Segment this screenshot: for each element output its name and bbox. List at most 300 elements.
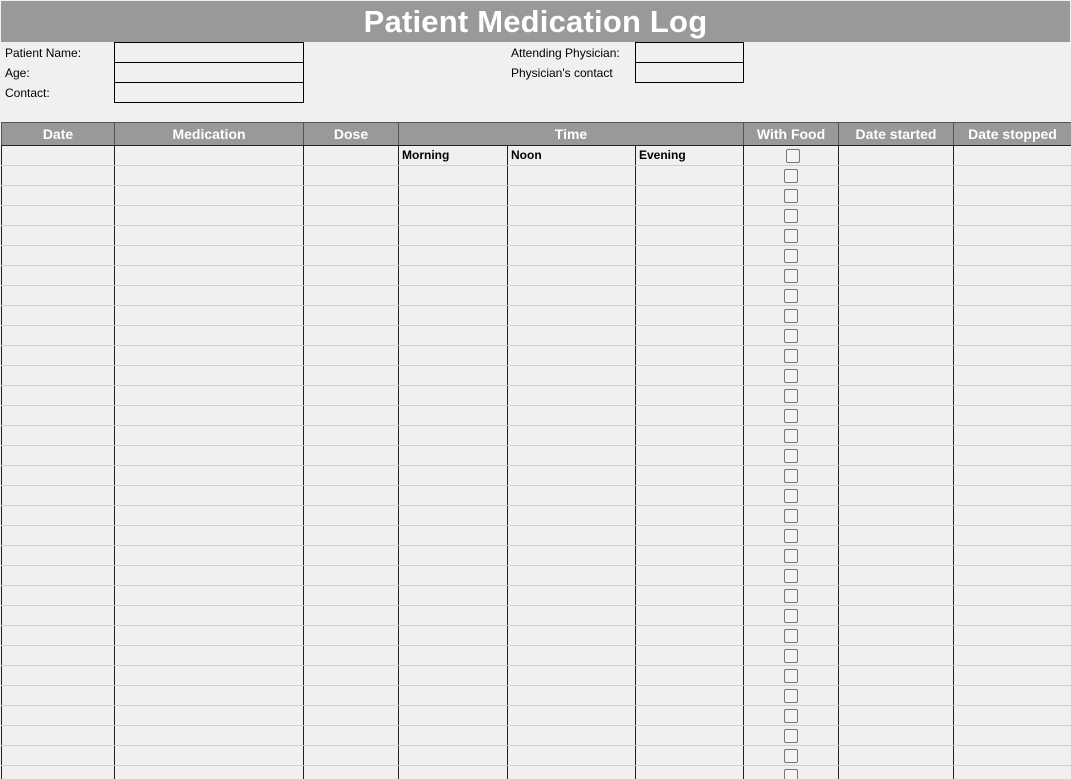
time-evening-cell[interactable] bbox=[636, 466, 744, 486]
time-evening-cell[interactable] bbox=[636, 326, 744, 346]
dose-cell[interactable] bbox=[304, 566, 399, 586]
medication-cell[interactable] bbox=[115, 226, 304, 246]
time-evening-cell[interactable] bbox=[636, 286, 744, 306]
medication-cell[interactable] bbox=[115, 606, 304, 626]
time-morning-cell[interactable] bbox=[399, 346, 508, 366]
dose-cell[interactable] bbox=[304, 526, 399, 546]
table-row bbox=[2, 706, 1071, 726]
with-food-checkbox[interactable] bbox=[784, 569, 798, 583]
date-started-cell[interactable] bbox=[839, 526, 954, 546]
with-food-cell bbox=[744, 626, 839, 646]
date-stopped-cell[interactable] bbox=[954, 486, 1071, 506]
date-cell[interactable] bbox=[2, 686, 115, 706]
date-stopped-cell[interactable] bbox=[954, 426, 1071, 446]
time-morning-cell[interactable] bbox=[399, 446, 508, 466]
with-food-checkbox[interactable] bbox=[784, 749, 798, 763]
time-evening-cell[interactable] bbox=[636, 306, 744, 326]
time-noon-cell[interactable] bbox=[508, 466, 636, 486]
date-started-cell[interactable] bbox=[839, 226, 954, 246]
date-started-cell[interactable] bbox=[839, 186, 954, 206]
date-stopped-cell[interactable] bbox=[954, 406, 1071, 426]
time-noon-cell[interactable] bbox=[508, 746, 636, 766]
with-food-checkbox[interactable] bbox=[784, 709, 798, 723]
time-noon-cell[interactable] bbox=[508, 526, 636, 546]
date-cell[interactable] bbox=[2, 266, 115, 286]
date-cell[interactable] bbox=[2, 726, 115, 746]
time-noon-cell[interactable] bbox=[508, 186, 636, 206]
medication-cell[interactable] bbox=[115, 246, 304, 266]
medication-cell[interactable] bbox=[115, 446, 304, 466]
contact-field[interactable] bbox=[114, 82, 304, 103]
with-food-checkbox[interactable] bbox=[784, 369, 798, 383]
time-evening-cell[interactable] bbox=[636, 646, 744, 666]
date-cell[interactable] bbox=[2, 586, 115, 606]
date-cell[interactable] bbox=[2, 326, 115, 346]
with-food-checkbox[interactable] bbox=[784, 769, 798, 779]
date-started-cell[interactable] bbox=[839, 466, 954, 486]
dose-cell[interactable] bbox=[304, 346, 399, 366]
date-started-cell[interactable] bbox=[839, 726, 954, 746]
date-cell[interactable] bbox=[2, 626, 115, 646]
dose-cell[interactable] bbox=[304, 166, 399, 186]
time-evening-cell[interactable] bbox=[636, 366, 744, 386]
time-evening-cell[interactable] bbox=[636, 746, 744, 766]
with-food-checkbox[interactable] bbox=[784, 589, 798, 603]
time-morning-cell[interactable] bbox=[399, 606, 508, 626]
medication-cell[interactable] bbox=[115, 286, 304, 306]
date-started-cell[interactable] bbox=[839, 746, 954, 766]
date-started-cell[interactable] bbox=[839, 246, 954, 266]
date-cell[interactable] bbox=[2, 366, 115, 386]
time-noon-cell[interactable] bbox=[508, 346, 636, 366]
time-evening-cell[interactable] bbox=[636, 346, 744, 366]
time-evening-cell[interactable] bbox=[636, 546, 744, 566]
time-noon-cell[interactable] bbox=[508, 246, 636, 266]
dose-cell[interactable] bbox=[304, 746, 399, 766]
time-evening-cell[interactable] bbox=[636, 766, 744, 779]
date-stopped-cell[interactable] bbox=[954, 306, 1071, 326]
date-started-cell[interactable] bbox=[839, 306, 954, 326]
time-morning-cell[interactable] bbox=[399, 186, 508, 206]
date-started-cell[interactable] bbox=[839, 366, 954, 386]
time-noon-cell[interactable] bbox=[508, 226, 636, 246]
time-noon-cell[interactable] bbox=[508, 626, 636, 646]
time-morning-cell[interactable] bbox=[399, 746, 508, 766]
dose-cell[interactable] bbox=[304, 186, 399, 206]
date-cell[interactable] bbox=[2, 566, 115, 586]
dose-cell[interactable] bbox=[304, 246, 399, 266]
with-food-checkbox[interactable] bbox=[784, 469, 798, 483]
with-food-checkbox[interactable] bbox=[784, 269, 798, 283]
with-food-checkbox[interactable] bbox=[784, 449, 798, 463]
date-cell[interactable] bbox=[2, 186, 115, 206]
time-morning-cell[interactable] bbox=[399, 546, 508, 566]
dose-cell[interactable] bbox=[304, 306, 399, 326]
date-cell[interactable] bbox=[2, 146, 115, 166]
table-row bbox=[2, 486, 1071, 506]
time-noon-cell[interactable] bbox=[508, 706, 636, 726]
time-noon-cell[interactable] bbox=[508, 546, 636, 566]
dose-cell[interactable] bbox=[304, 146, 399, 166]
medication-cell[interactable] bbox=[115, 166, 304, 186]
date-stopped-cell[interactable] bbox=[954, 666, 1071, 686]
date-stopped-cell[interactable] bbox=[954, 366, 1071, 386]
medication-cell[interactable] bbox=[115, 206, 304, 226]
date-cell[interactable] bbox=[2, 706, 115, 726]
time-morning-cell[interactable] bbox=[399, 266, 508, 286]
time-noon-cell[interactable] bbox=[508, 566, 636, 586]
date-started-cell[interactable] bbox=[839, 346, 954, 366]
dose-cell[interactable] bbox=[304, 226, 399, 246]
date-started-cell[interactable] bbox=[839, 166, 954, 186]
time-morning-cell[interactable] bbox=[399, 406, 508, 426]
medication-cell[interactable] bbox=[115, 726, 304, 746]
date-stopped-cell[interactable] bbox=[954, 706, 1071, 726]
physician-contact-field[interactable] bbox=[635, 62, 744, 83]
medication-cell[interactable] bbox=[115, 706, 304, 726]
dose-cell[interactable] bbox=[304, 286, 399, 306]
with-food-checkbox[interactable] bbox=[784, 549, 798, 563]
with-food-checkbox[interactable] bbox=[784, 689, 798, 703]
date-started-cell[interactable] bbox=[839, 326, 954, 346]
dose-cell[interactable] bbox=[304, 386, 399, 406]
date-cell[interactable] bbox=[2, 546, 115, 566]
with-food-checkbox[interactable] bbox=[784, 249, 798, 263]
medication-cell[interactable] bbox=[115, 506, 304, 526]
date-stopped-cell[interactable] bbox=[954, 726, 1071, 746]
time-morning-cell[interactable] bbox=[399, 426, 508, 446]
medication-cell[interactable] bbox=[115, 686, 304, 706]
dose-cell[interactable] bbox=[304, 266, 399, 286]
dose-cell[interactable] bbox=[304, 466, 399, 486]
with-food-checkbox[interactable] bbox=[784, 409, 798, 423]
time-evening-cell[interactable] bbox=[636, 726, 744, 746]
date-stopped-cell[interactable] bbox=[954, 466, 1071, 486]
date-cell[interactable] bbox=[2, 666, 115, 686]
time-morning-cell[interactable] bbox=[399, 166, 508, 186]
with-food-checkbox[interactable] bbox=[784, 669, 798, 683]
medication-cell[interactable] bbox=[115, 146, 304, 166]
dose-cell[interactable] bbox=[304, 546, 399, 566]
date-started-cell[interactable] bbox=[839, 146, 954, 166]
with-food-checkbox[interactable] bbox=[786, 149, 800, 163]
time-morning-cell[interactable] bbox=[399, 686, 508, 706]
time-evening-cell[interactable] bbox=[636, 246, 744, 266]
table-row bbox=[2, 606, 1071, 626]
date-started-cell[interactable] bbox=[839, 586, 954, 606]
dose-cell[interactable] bbox=[304, 666, 399, 686]
time-evening-cell[interactable] bbox=[636, 626, 744, 646]
date-cell[interactable] bbox=[2, 746, 115, 766]
date-started-cell[interactable] bbox=[839, 426, 954, 446]
medication-cell[interactable] bbox=[115, 326, 304, 346]
time-morning-cell[interactable] bbox=[399, 626, 508, 646]
medication-cell[interactable] bbox=[115, 626, 304, 646]
time-morning-cell[interactable] bbox=[399, 386, 508, 406]
date-cell[interactable] bbox=[2, 346, 115, 366]
time-noon-cell[interactable] bbox=[508, 506, 636, 526]
time-evening-cell[interactable] bbox=[636, 586, 744, 606]
time-evening-cell[interactable] bbox=[636, 406, 744, 426]
date-stopped-cell[interactable] bbox=[954, 286, 1071, 306]
date-stopped-cell[interactable] bbox=[954, 766, 1071, 779]
time-noon-cell[interactable] bbox=[508, 326, 636, 346]
with-food-checkbox[interactable] bbox=[784, 529, 798, 543]
time-morning-cell[interactable] bbox=[399, 466, 508, 486]
date-started-cell[interactable] bbox=[839, 406, 954, 426]
dose-cell[interactable] bbox=[304, 486, 399, 506]
dose-cell[interactable] bbox=[304, 626, 399, 646]
time-morning-cell[interactable] bbox=[399, 366, 508, 386]
date-cell[interactable] bbox=[2, 646, 115, 666]
time-morning-cell[interactable] bbox=[399, 766, 508, 779]
date-started-cell[interactable] bbox=[839, 666, 954, 686]
date-started-cell[interactable] bbox=[839, 546, 954, 566]
time-noon-cell[interactable] bbox=[508, 406, 636, 426]
date-stopped-cell[interactable] bbox=[954, 626, 1071, 646]
with-food-checkbox[interactable] bbox=[784, 629, 798, 643]
date-cell[interactable] bbox=[2, 386, 115, 406]
table-row bbox=[2, 326, 1071, 346]
dose-cell[interactable] bbox=[304, 426, 399, 446]
table-row bbox=[2, 506, 1071, 526]
dose-cell[interactable] bbox=[304, 726, 399, 746]
date-stopped-cell[interactable] bbox=[954, 546, 1071, 566]
date-cell[interactable] bbox=[2, 606, 115, 626]
time-noon-cell[interactable] bbox=[508, 166, 636, 186]
medication-cell[interactable] bbox=[115, 666, 304, 686]
dose-cell[interactable] bbox=[304, 606, 399, 626]
table-row bbox=[2, 566, 1071, 586]
medication-cell[interactable] bbox=[115, 426, 304, 446]
medication-cell[interactable] bbox=[115, 566, 304, 586]
date-cell[interactable] bbox=[2, 426, 115, 446]
medication-cell[interactable] bbox=[115, 386, 304, 406]
date-stopped-cell[interactable] bbox=[954, 246, 1071, 266]
time-morning-cell[interactable] bbox=[399, 526, 508, 546]
date-started-cell[interactable] bbox=[839, 606, 954, 626]
date-stopped-cell[interactable] bbox=[954, 586, 1071, 606]
date-started-cell[interactable] bbox=[839, 486, 954, 506]
time-evening-cell[interactable] bbox=[636, 506, 744, 526]
with-food-checkbox[interactable] bbox=[784, 729, 798, 743]
time-morning-cell[interactable] bbox=[399, 246, 508, 266]
with-food-checkbox[interactable] bbox=[784, 329, 798, 343]
medication-cell[interactable] bbox=[115, 346, 304, 366]
dose-cell[interactable] bbox=[304, 646, 399, 666]
date-cell[interactable] bbox=[2, 226, 115, 246]
with-food-checkbox[interactable] bbox=[784, 209, 798, 223]
time-noon-cell[interactable] bbox=[508, 726, 636, 746]
date-stopped-cell[interactable] bbox=[954, 606, 1071, 626]
date-stopped-cell[interactable] bbox=[954, 346, 1071, 366]
date-started-cell[interactable] bbox=[839, 766, 954, 779]
time-morning-cell[interactable] bbox=[399, 506, 508, 526]
medication-cell[interactable] bbox=[115, 486, 304, 506]
date-stopped-cell[interactable] bbox=[954, 686, 1071, 706]
date-started-cell[interactable] bbox=[839, 506, 954, 526]
time-morning-cell[interactable] bbox=[399, 726, 508, 746]
date-cell[interactable] bbox=[2, 406, 115, 426]
dose-cell[interactable] bbox=[304, 506, 399, 526]
time-evening-cell[interactable] bbox=[636, 486, 744, 506]
time-noon-cell[interactable] bbox=[508, 766, 636, 779]
with-food-checkbox[interactable] bbox=[784, 289, 798, 303]
date-stopped-cell[interactable] bbox=[954, 746, 1071, 766]
dose-cell[interactable] bbox=[304, 206, 399, 226]
time-evening-cell[interactable] bbox=[636, 666, 744, 686]
medication-cell[interactable] bbox=[115, 186, 304, 206]
time-morning-cell[interactable] bbox=[399, 706, 508, 726]
date-started-cell[interactable] bbox=[839, 626, 954, 646]
dose-cell[interactable] bbox=[304, 706, 399, 726]
date-cell[interactable] bbox=[2, 166, 115, 186]
time-noon-cell[interactable] bbox=[508, 426, 636, 446]
time-evening-cell[interactable] bbox=[636, 526, 744, 546]
time-morning-cell[interactable] bbox=[399, 486, 508, 506]
time-morning-cell[interactable] bbox=[399, 586, 508, 606]
date-started-cell[interactable] bbox=[839, 706, 954, 726]
medication-cell[interactable] bbox=[115, 526, 304, 546]
time-evening-cell[interactable] bbox=[636, 186, 744, 206]
time-evening-cell[interactable] bbox=[636, 166, 744, 186]
time-noon-cell[interactable] bbox=[508, 446, 636, 466]
time-evening-cell[interactable] bbox=[636, 206, 744, 226]
time-evening-cell[interactable] bbox=[636, 686, 744, 706]
with-food-cell bbox=[744, 486, 839, 506]
with-food-checkbox[interactable] bbox=[784, 609, 798, 623]
dose-cell[interactable] bbox=[304, 406, 399, 426]
date-stopped-cell[interactable] bbox=[954, 646, 1071, 666]
time-evening-cell[interactable] bbox=[636, 386, 744, 406]
date-cell[interactable] bbox=[2, 486, 115, 506]
time-noon-cell[interactable] bbox=[508, 286, 636, 306]
medication-cell[interactable] bbox=[115, 406, 304, 426]
patient-name-field[interactable] bbox=[114, 42, 304, 63]
time-noon-cell[interactable] bbox=[508, 306, 636, 326]
date-cell[interactable] bbox=[2, 766, 115, 779]
with-food-checkbox[interactable] bbox=[784, 649, 798, 663]
medication-cell[interactable] bbox=[115, 366, 304, 386]
date-stopped-cell[interactable] bbox=[954, 566, 1071, 586]
with-food-checkbox[interactable] bbox=[784, 169, 798, 183]
date-stopped-cell[interactable] bbox=[954, 166, 1071, 186]
date-started-cell[interactable] bbox=[839, 266, 954, 286]
dose-cell[interactable] bbox=[304, 586, 399, 606]
date-started-cell[interactable] bbox=[839, 566, 954, 586]
time-morning-cell[interactable] bbox=[399, 206, 508, 226]
time-morning-cell[interactable] bbox=[399, 286, 508, 306]
medication-cell[interactable] bbox=[115, 766, 304, 779]
date-cell[interactable] bbox=[2, 446, 115, 466]
with-food-checkbox[interactable] bbox=[784, 389, 798, 403]
time-evening-cell[interactable] bbox=[636, 606, 744, 626]
date-started-cell[interactable] bbox=[839, 206, 954, 226]
date-stopped-cell[interactable] bbox=[954, 186, 1071, 206]
time-evening-cell[interactable] bbox=[636, 226, 744, 246]
attending-physician-field[interactable] bbox=[635, 42, 744, 63]
date-started-cell[interactable] bbox=[839, 386, 954, 406]
date-cell[interactable] bbox=[2, 206, 115, 226]
date-started-cell[interactable] bbox=[839, 646, 954, 666]
date-stopped-cell[interactable] bbox=[954, 446, 1071, 466]
time-evening-cell[interactable] bbox=[636, 566, 744, 586]
time-noon-cell[interactable] bbox=[508, 486, 636, 506]
time-evening-cell[interactable] bbox=[636, 426, 744, 446]
date-stopped-cell[interactable] bbox=[954, 526, 1071, 546]
time-noon-cell[interactable] bbox=[508, 686, 636, 706]
time-noon-cell[interactable] bbox=[508, 606, 636, 626]
time-morning-cell[interactable] bbox=[399, 226, 508, 246]
medication-cell[interactable] bbox=[115, 466, 304, 486]
time-noon-cell[interactable] bbox=[508, 386, 636, 406]
medication-cell[interactable] bbox=[115, 306, 304, 326]
medication-cell[interactable] bbox=[115, 746, 304, 766]
date-cell[interactable] bbox=[2, 286, 115, 306]
with-food-checkbox[interactable] bbox=[784, 509, 798, 523]
with-food-checkbox[interactable] bbox=[784, 429, 798, 443]
time-noon-cell[interactable] bbox=[508, 206, 636, 226]
date-cell[interactable] bbox=[2, 526, 115, 546]
time-noon-cell[interactable] bbox=[508, 366, 636, 386]
time-morning-cell[interactable] bbox=[399, 646, 508, 666]
medication-cell[interactable] bbox=[115, 546, 304, 566]
age-field[interactable] bbox=[114, 62, 304, 83]
age-label: Age: bbox=[5, 66, 30, 80]
time-morning-cell[interactable] bbox=[399, 566, 508, 586]
date-started-cell[interactable] bbox=[839, 446, 954, 466]
date-stopped-cell[interactable] bbox=[954, 226, 1071, 246]
time-morning-cell[interactable] bbox=[399, 666, 508, 686]
date-started-cell[interactable] bbox=[839, 286, 954, 306]
date-stopped-cell[interactable] bbox=[954, 386, 1071, 406]
medication-cell[interactable] bbox=[115, 586, 304, 606]
time-morning-cell[interactable] bbox=[399, 326, 508, 346]
date-stopped-cell[interactable] bbox=[954, 326, 1071, 346]
dose-cell[interactable] bbox=[304, 366, 399, 386]
time-noon-cell[interactable] bbox=[508, 666, 636, 686]
time-noon-cell[interactable] bbox=[508, 586, 636, 606]
date-stopped-cell[interactable] bbox=[954, 506, 1071, 526]
medication-cell[interactable] bbox=[115, 646, 304, 666]
time-evening-cell[interactable] bbox=[636, 266, 744, 286]
date-started-cell[interactable] bbox=[839, 686, 954, 706]
date-stopped-cell[interactable] bbox=[954, 266, 1071, 286]
date-cell[interactable] bbox=[2, 466, 115, 486]
with-food-checkbox[interactable] bbox=[784, 309, 798, 323]
dose-cell[interactable] bbox=[304, 766, 399, 779]
date-cell[interactable] bbox=[2, 506, 115, 526]
time-morning-cell[interactable] bbox=[399, 306, 508, 326]
with-food-checkbox[interactable] bbox=[784, 189, 798, 203]
time-evening-cell[interactable] bbox=[636, 706, 744, 726]
date-stopped-cell[interactable] bbox=[954, 206, 1071, 226]
dose-cell[interactable] bbox=[304, 326, 399, 346]
time-noon-cell[interactable] bbox=[508, 266, 636, 286]
with-food-checkbox[interactable] bbox=[784, 489, 798, 503]
dose-cell[interactable] bbox=[304, 446, 399, 466]
with-food-checkbox[interactable] bbox=[784, 349, 798, 363]
time-evening-cell[interactable] bbox=[636, 446, 744, 466]
date-cell[interactable] bbox=[2, 246, 115, 266]
time-noon-cell[interactable] bbox=[508, 646, 636, 666]
with-food-cell bbox=[744, 206, 839, 226]
dose-cell[interactable] bbox=[304, 686, 399, 706]
date-stopped-cell[interactable] bbox=[954, 146, 1071, 166]
with-food-checkbox[interactable] bbox=[784, 229, 798, 243]
medication-cell[interactable] bbox=[115, 266, 304, 286]
date-cell[interactable] bbox=[2, 306, 115, 326]
